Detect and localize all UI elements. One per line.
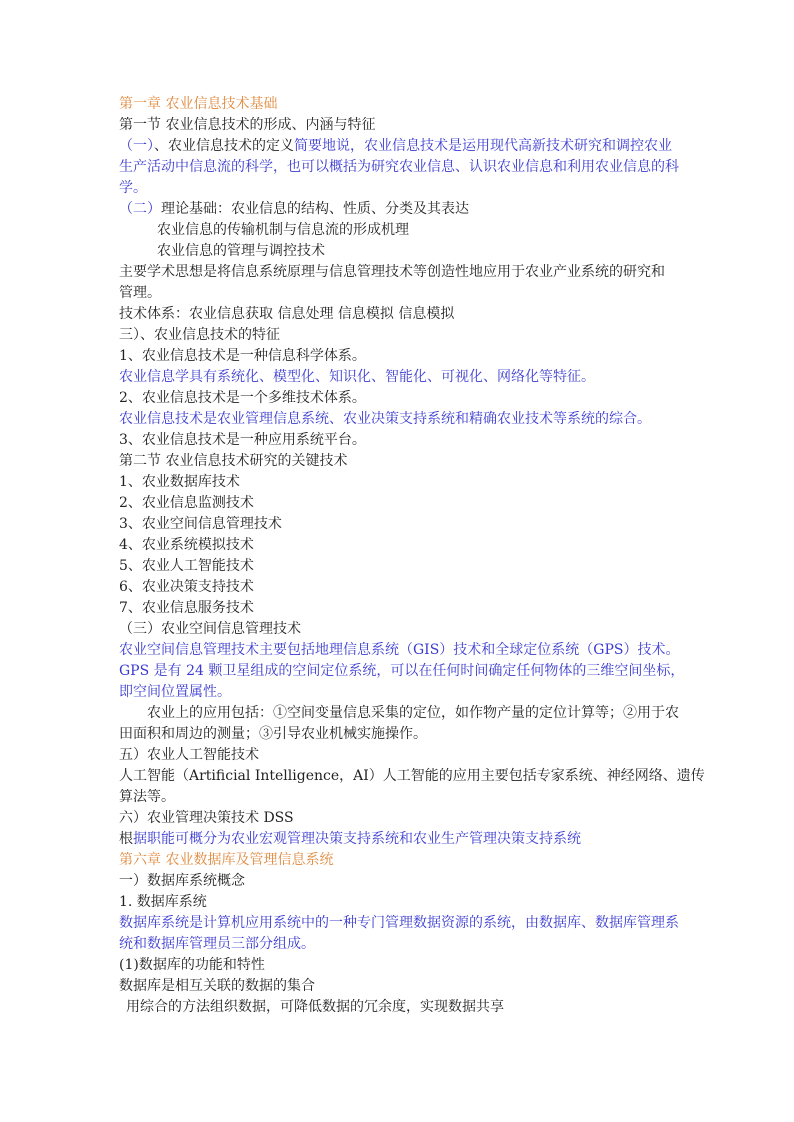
text-line — [119, 976, 679, 997]
document-page — [119, 94, 705, 1018]
text-line — [119, 787, 679, 808]
text-line — [119, 346, 679, 367]
highlighted-text: 据职能可概分为农业宏观管理决策支持系统和农业生产管理决策支持系统 — [133, 831, 581, 847]
highlighted-text: 即空间位置属性。 — [119, 684, 231, 700]
text-line — [119, 241, 679, 262]
text-line — [119, 682, 679, 703]
text-line — [119, 115, 679, 136]
body-text: 农业信息的管理与调控技术 — [157, 243, 325, 259]
body-text: 4、农业系统模拟技术 — [119, 537, 254, 553]
text-line — [119, 556, 679, 577]
highlighted-text: 农业信息学具有系统化、模型化、知识化、智能化、可视化、网络化等特征。 — [119, 369, 595, 385]
text-line — [119, 577, 679, 598]
body-text: 第二节 农业信息技术研究的关键技术 — [119, 453, 348, 469]
body-text: 管理。 — [119, 285, 161, 301]
body-text: 3、农业信息技术是一种应用系统平台。 — [119, 432, 366, 448]
body-text: 、农业信息技术的定义 — [154, 138, 294, 154]
highlighted-text: GPS 是有 24 颗卫星组成的空间定位系统，可以在任何时间确定任何物体的三维空间坐标， — [119, 663, 685, 679]
highlighted-text: 数据库系统是计算机应用系统中的一种专门管理数据资源的系统，由数据库、数据库管理系 — [119, 915, 679, 931]
text-line — [119, 262, 679, 283]
text-line — [119, 808, 679, 829]
body-text: 1、农业数据库技术 — [119, 474, 240, 490]
text-line — [119, 871, 679, 892]
body-text: 田面积和周边的测量；③引导农业机械实施操作。 — [119, 726, 427, 742]
body-text: 1. 数据库系统 — [119, 894, 207, 910]
text-line — [119, 934, 679, 955]
body-text: 6、农业决策支持技术 — [119, 579, 254, 595]
highlighted-text: 统和数据库管理员三部分组成。 — [119, 936, 315, 952]
text-line — [119, 409, 679, 430]
body-text: 第一节 农业信息技术的形成、内涵与特征 — [119, 117, 376, 133]
text-line — [119, 430, 679, 451]
highlighted-text: 简要地说，农业信息技术是运用现代高新技术研究和调控农业 — [294, 138, 672, 154]
text-line — [119, 598, 679, 619]
text-line — [119, 703, 679, 724]
body-text: 六）农业管理决策技术 DSS — [119, 810, 294, 826]
body-text: 算法等。 — [119, 789, 175, 805]
text-line — [119, 535, 679, 556]
highlighted-text: （二） — [119, 201, 161, 217]
text-line — [119, 724, 679, 745]
text-line — [119, 304, 679, 325]
text-line — [119, 619, 679, 640]
text-line — [119, 220, 679, 241]
text-line — [119, 955, 679, 976]
text-line — [119, 892, 679, 913]
body-text: 一）数据库系统概念 — [119, 873, 245, 889]
text-line — [119, 388, 679, 409]
text-line — [119, 157, 679, 178]
text-line — [119, 451, 679, 472]
body-text: (1)数据库的功能和特性 — [119, 957, 265, 973]
body-text: 理论基础：农业信息的结构、性质、分类及其表达 — [161, 201, 469, 217]
highlighted-text: 农业信息技术是农业管理信息系统、农业决策支持系统和精确农业技术等系统的综合。 — [119, 411, 651, 427]
body-text: 1、农业信息技术是一种信息科学体系。 — [119, 348, 366, 364]
body-text: 2、农业信息监测技术 — [119, 495, 254, 511]
text-line — [119, 199, 679, 220]
body-text: 五）农业人工智能技术 — [119, 747, 259, 763]
text-line — [119, 850, 679, 871]
text-line — [119, 283, 679, 304]
body-text: （三）农业空间信息管理技术 — [119, 621, 301, 637]
body-text: 2、农业信息技术是一个多维技术体系。 — [119, 390, 366, 406]
text-line — [119, 94, 679, 115]
chapter-heading: 第一章 农业信息技术基础 — [119, 96, 278, 112]
text-line — [119, 661, 685, 682]
text-line — [119, 325, 679, 346]
text-line — [119, 997, 679, 1018]
highlighted-text: 农业空间信息管理技术主要包括地理信息系统（GIS）技术和全球定位系统（GPS）技术。 — [119, 642, 680, 658]
body-text: 主要学术思想是将信息系统原理与信息管理技术等创造性地应用于农业产业系统的研究和 — [119, 264, 665, 280]
text-line — [119, 178, 679, 199]
highlighted-text: 生产活动中信息流的科学，也可以概括为研究农业信息、认识农业信息和利用农业信息的科 — [119, 159, 679, 175]
body-text: 5、农业人工智能技术 — [119, 558, 254, 574]
text-line — [119, 745, 679, 766]
body-text: 根 — [119, 831, 133, 847]
text-line — [119, 493, 679, 514]
text-line — [119, 367, 679, 388]
body-text: 数据库是相互关联的数据的集合 — [119, 978, 315, 994]
body-text: 农业上的应用包括：①空间变量信息采集的定位，如作物产量的定位计算等；②用于农 — [147, 705, 679, 721]
text-line — [119, 136, 679, 157]
body-text: 7、农业信息服务技术 — [119, 600, 254, 616]
body-text: 农业信息的传输机制与信息流的形成机理 — [157, 222, 409, 238]
text-line — [119, 829, 679, 850]
body-text: 人工智能（Artificial Intelligence，AI）人工智能的应用主要包括专家系统、神经网络、遗传 — [119, 768, 705, 784]
chapter-heading: 第六章 农业数据库及管理信息系统 — [119, 852, 334, 868]
body-text: 3、农业空间信息管理技术 — [119, 516, 282, 532]
highlighted-text: 学。 — [119, 180, 147, 196]
highlighted-text: （一） — [119, 138, 154, 154]
text-line — [119, 514, 679, 535]
body-text: 三）、农业信息技术的特征 — [119, 327, 280, 343]
text-line — [119, 640, 679, 661]
text-line — [119, 472, 679, 493]
text-line — [119, 766, 705, 787]
body-text: 技术体系：农业信息获取 信息处理 信息模拟 信息模拟 — [119, 306, 455, 322]
text-line — [119, 913, 679, 934]
body-text: 用综合的方法组织数据，可降低数据的冗余度，实现数据共享 — [126, 999, 504, 1015]
